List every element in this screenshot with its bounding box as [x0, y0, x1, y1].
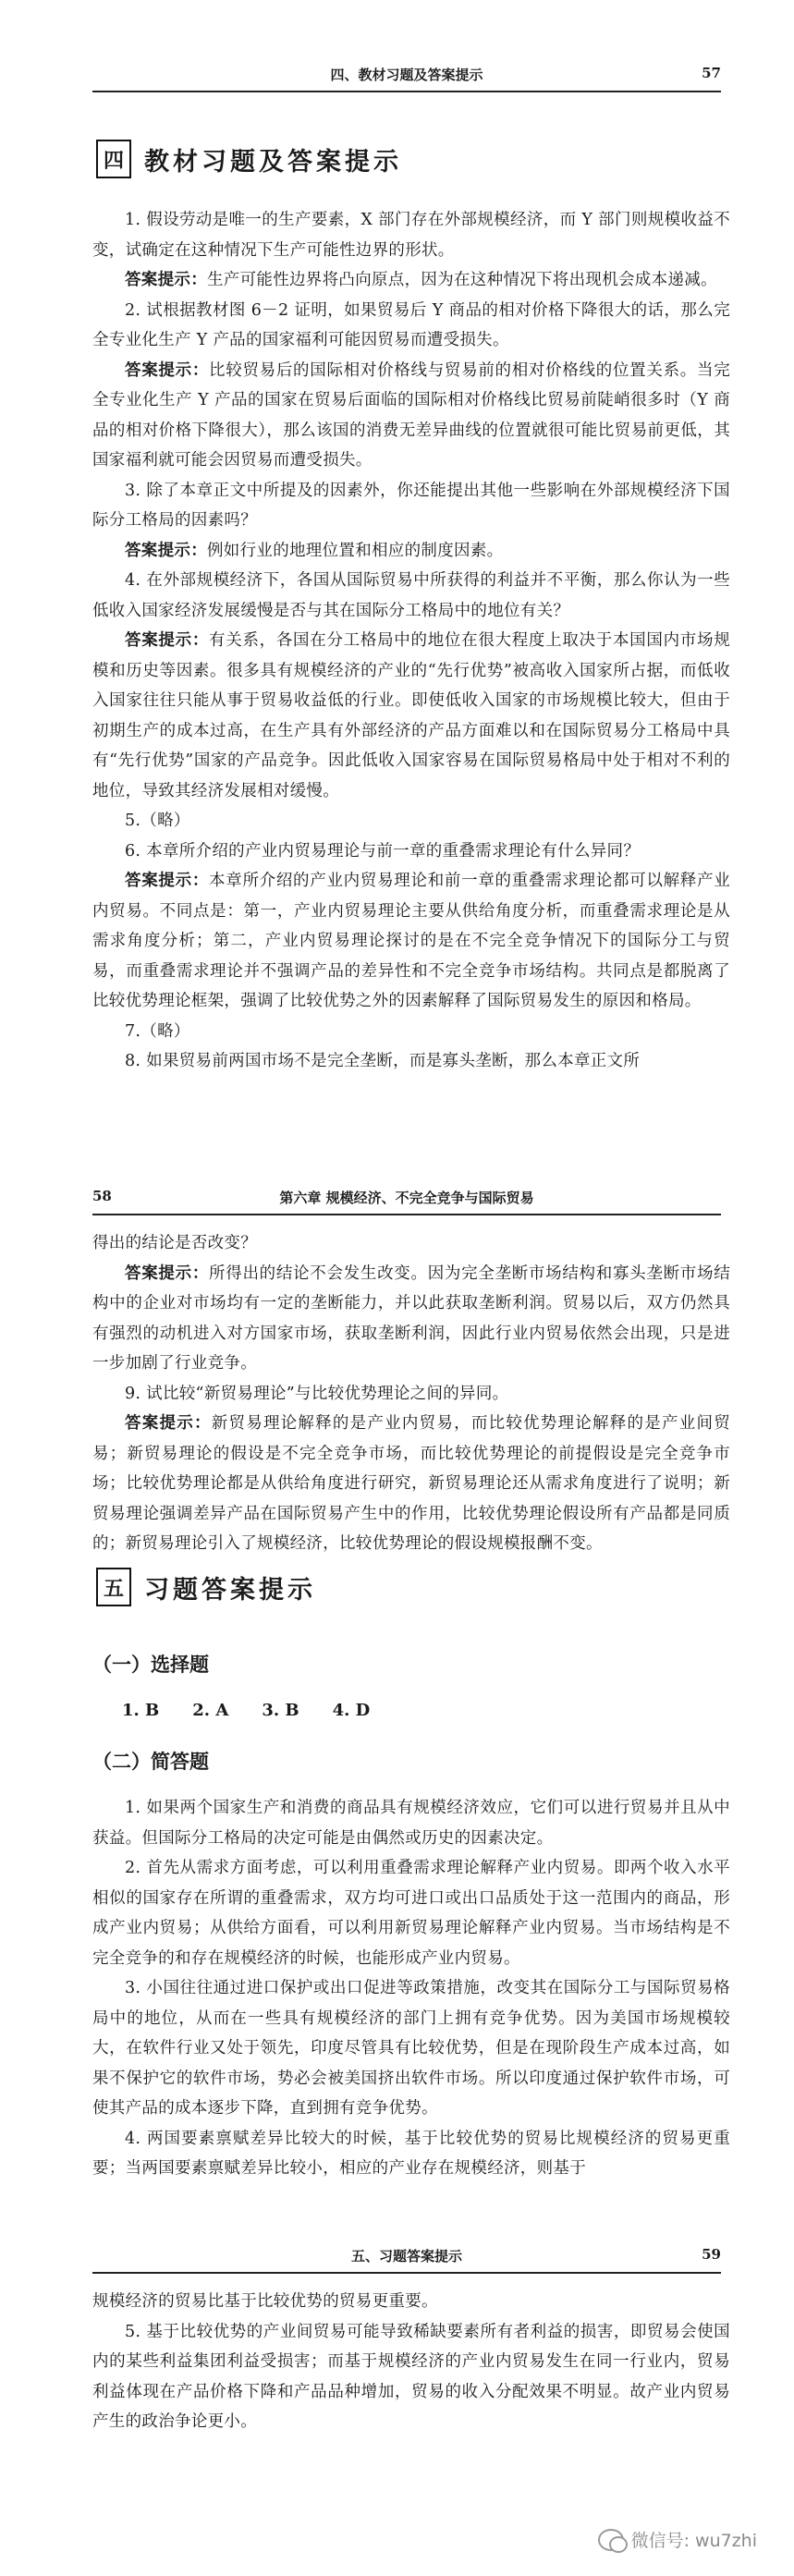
- page-58: [0, 1188, 794, 2232]
- section-number-box: 四: [96, 140, 131, 178]
- paragraph: 答案提示：例如行业的地理位置和相应的制度因素。: [125, 541, 504, 560]
- continuation-text: 规模经济的贸易比基于比较优势的贸易更重要。: [92, 2292, 438, 2311]
- page-header: [92, 1188, 721, 1215]
- page-number: 58: [92, 1188, 112, 1204]
- paragraph: 5. 基于比较优势的产业间贸易可能导致稀缺要素所有者利益的损害，即贸易会使国内的某些利益集团利益受损害；而基于规模经济的产业内贸易发生在同一行业内，贸易利益体现在产品价格下降和产品品种增加，贸易的收入分配效果不明显。故产业内贸易产生的政治争论更小。: [92, 2322, 730, 2431]
- continuation-text: 得出的结论是否改变？: [92, 1234, 257, 1252]
- paragraph: 答案提示：生产可能性边界将凸向原点，因为在这种情况下将出现机会成本递减。: [125, 271, 717, 289]
- section-number-box: 五: [96, 1568, 131, 1606]
- paragraph: 4. 在外部规模经济下，各国从国际贸易中所获得的利益并不平衡，那么你认为一些低收入国家经济发展缓慢是否与其在国际分工格局中的地位有关？: [92, 571, 730, 620]
- page-58-body-a: [92, 1228, 730, 1559]
- answer-label: 答案提示：: [125, 872, 210, 890]
- answer-label: 答案提示：: [125, 360, 210, 380]
- paragraph: 9. 试比较“新贸易理论”与比较优势理论之间的异同。: [125, 1384, 509, 1403]
- paragraph: 3. 除了本章正文中所提及的因素外，你还能提出其他一些影响在外部规模经济下国际分工格局的因素吗？: [92, 481, 730, 530]
- answer-label: 答案提示：: [125, 1414, 212, 1433]
- page-57: [0, 0, 794, 1146]
- paragraph: 2. 首先从需求方面考虑，可以利用重叠需求理论解释产业内贸易。即两个收入水平相似的国家存在所谓的重叠需求，双方均可进口或出口品质处于这一范围内的商品，形成产业内贸易；从供给方面看，可以利用新贸易理论解释产业内贸易。当市场结构是不完全竞争的和存在规模经济的时候，也能形成产业内贸易。: [92, 1859, 730, 1968]
- page-header: [92, 65, 721, 92]
- running-title: 四、教材习题及答案提示: [330, 67, 483, 83]
- choice-answers: [122, 1701, 370, 1720]
- page-header: [92, 2246, 721, 2274]
- paragraph: 3. 小国往往通过进口保护或出口促进等政策措施，改变其在国际分工与国际贸易格局中的地位，从而在一些具有规模经济的部门上拥有竞争优势。因为美国市场规模较大，在软件行业又处于领先，印度尽管具有比较优势，但是在现阶段生产成本过高，如果不保护它的软件市场，势必会被美国挤出软件市场。所以印度通过保护软件市场，可使其产品的成本逐步下降，直到拥有竞争优势。: [92, 1979, 730, 2118]
- running-title: 五、习题答案提示: [350, 2248, 462, 2265]
- section-title: 教材习题及答案提示: [144, 147, 402, 177]
- section-heading: [96, 139, 402, 179]
- choice-answer: 2. A: [192, 1701, 229, 1720]
- page-59-body: [92, 2287, 730, 2437]
- paragraph: 4. 两国要素禀赋差异比较大的时候，基于比较优势的贸易比规模经济的贸易更重要；当两国要素禀赋差异比较小，相应的产业存在规模经济，则基于: [92, 2129, 730, 2178]
- paragraph: 答案提示：新贸易理论解释的是产业内贸易，而比较优势理论解释的是产业间贸易；新贸易理论的假设是不完全竞争市场，而比较优势理论的前提假设是完全竞争市场；比较优势理论都是从供给角度进行研究，新贸易理论还从需求角度进行了说明；新贸易理论强调差异产品在国际贸易产生中的作用，比较优势理论假设所有产品都是同质的；新贸易理论引入了规模经济，比较优势理论的假设规模报酬不变。: [92, 1414, 731, 1553]
- answer-label: 答案提示：: [125, 631, 210, 650]
- choice-answer: 4. D: [332, 1701, 371, 1720]
- section-heading: [96, 1567, 316, 1607]
- paragraph: 1. 如果两个国家生产和消费的商品具有规模经济效应，它们可以进行贸易并且从中获益。但国际分工格局的决定可能是由偶然或历史的因素决定。: [92, 1799, 730, 1848]
- answer-label: 答案提示：: [125, 541, 207, 560]
- choice-answer: 1. B: [122, 1701, 160, 1720]
- paragraph: 答案提示：有关系，各国在分工格局中的地位在很大程度上取决于本国国内市场规模和历史等因素。很多具有规模经济的产业的“先行优势”被高收入国家所占据，而低收入国家往往只能从事于贸易收益低的行业。即使低收入国家的市场规模比较大，但由于初期生产的成本过高，在生产具有外部经济的产品方面难以和在国际贸易分工格局中具有“先行优势”国家的产品竞争。因此低收入国家容易在国际贸易格局中处于相对不利的地位，导致其经济发展相对缓慢。: [92, 631, 730, 800]
- header-rule: [92, 91, 721, 92]
- wechat-icon: [598, 2529, 624, 2551]
- paragraph: 8. 如果贸易前两国市场不是完全垄断，而是寡头垄断，那么本章正文所: [125, 1052, 641, 1070]
- page-number: 57: [702, 65, 721, 81]
- answer-label: 答案提示：: [125, 1264, 210, 1283]
- page-57-body: [92, 205, 730, 1077]
- paragraph: 答案提示：本章所介绍的产业内贸易理论和前一章的重叠需求理论都可以解释产业内贸易。不同点是：第一，产业内贸易理论主要从供给角度分析，而重叠需求理论是从需求角度分析；第二，产业内贸易理论探讨的是在不完全竞争情况下的国际分工与贸易，而重叠需求理论并不强调产品的差异性和不完全竞争市场结构。共同点是都脱离了比较优势理论框架，强调了比较优势之外的因素解释了国际贸易发生的原因和格局。: [92, 872, 730, 1010]
- subsection-choice-title: （一）选择题: [92, 1653, 209, 1676]
- paragraph: 答案提示：所得出的结论不会发生改变。因为完全垄断市场结构和寡头垄断市场结构中的企业对市场均有一定的垄断能力，并以此获取垄断利润。贸易以后，双方仍然具有强烈的动机进入对方国家市场，获取垄断利润，因此行业内贸易依然会出现，只是进一步加剧了行业竞争。: [92, 1264, 730, 1373]
- section-title: 习题答案提示: [144, 1575, 316, 1605]
- running-title: 第六章 规模经济、不完全竞争与国际贸易: [279, 1190, 534, 1206]
- paragraph: 2. 试根据教材图 6－2 证明，如果贸易后 Y 商品的相对价格下降很大的话，那么完全专业化生产 Y 产品的国家福利可能因贸易而遭受损失。: [92, 300, 730, 349]
- answer-label: 答案提示：: [125, 271, 207, 289]
- page-number: 59: [702, 2246, 721, 2263]
- subsection-short-answer-title: （二）简答题: [92, 1750, 209, 1773]
- paragraph: 6. 本章所介绍的产业内贸易理论与前一章的重叠需求理论有什么异同？: [125, 841, 641, 861]
- wechat-watermark: [598, 2527, 757, 2552]
- choice-answer: 3. B: [262, 1701, 299, 1720]
- paragraph: 5.（略）: [125, 812, 190, 830]
- page-59: [0, 2246, 794, 2576]
- header-rule: [92, 1214, 721, 1215]
- paragraph: 7.（略）: [125, 1021, 190, 1041]
- page-58-body-b: [92, 1793, 730, 2184]
- paragraph: 1. 假设劳动是唯一的生产要素，X 部门存在外部规模经济，而 Y 部门则规模收益不变，试确定在这种情况下生产可能性边界的形状。: [92, 211, 730, 260]
- paragraph: 答案提示：比较贸易后的国际相对价格线与贸易前的相对价格线的位置关系。当完全专业化生产 Y 产品的国家在贸易后面临的国际相对价格线比贸易前陡峭很多时（Y 商品的相对价格下降很大），那么该国的消费无差异曲线的位置就很可能比贸易前更低，其国家福利就可能会因贸易而遭受损失。: [92, 360, 730, 470]
- header-rule: [92, 2272, 721, 2274]
- watermark-text: 微信号: wu7zhi: [630, 2531, 757, 2551]
